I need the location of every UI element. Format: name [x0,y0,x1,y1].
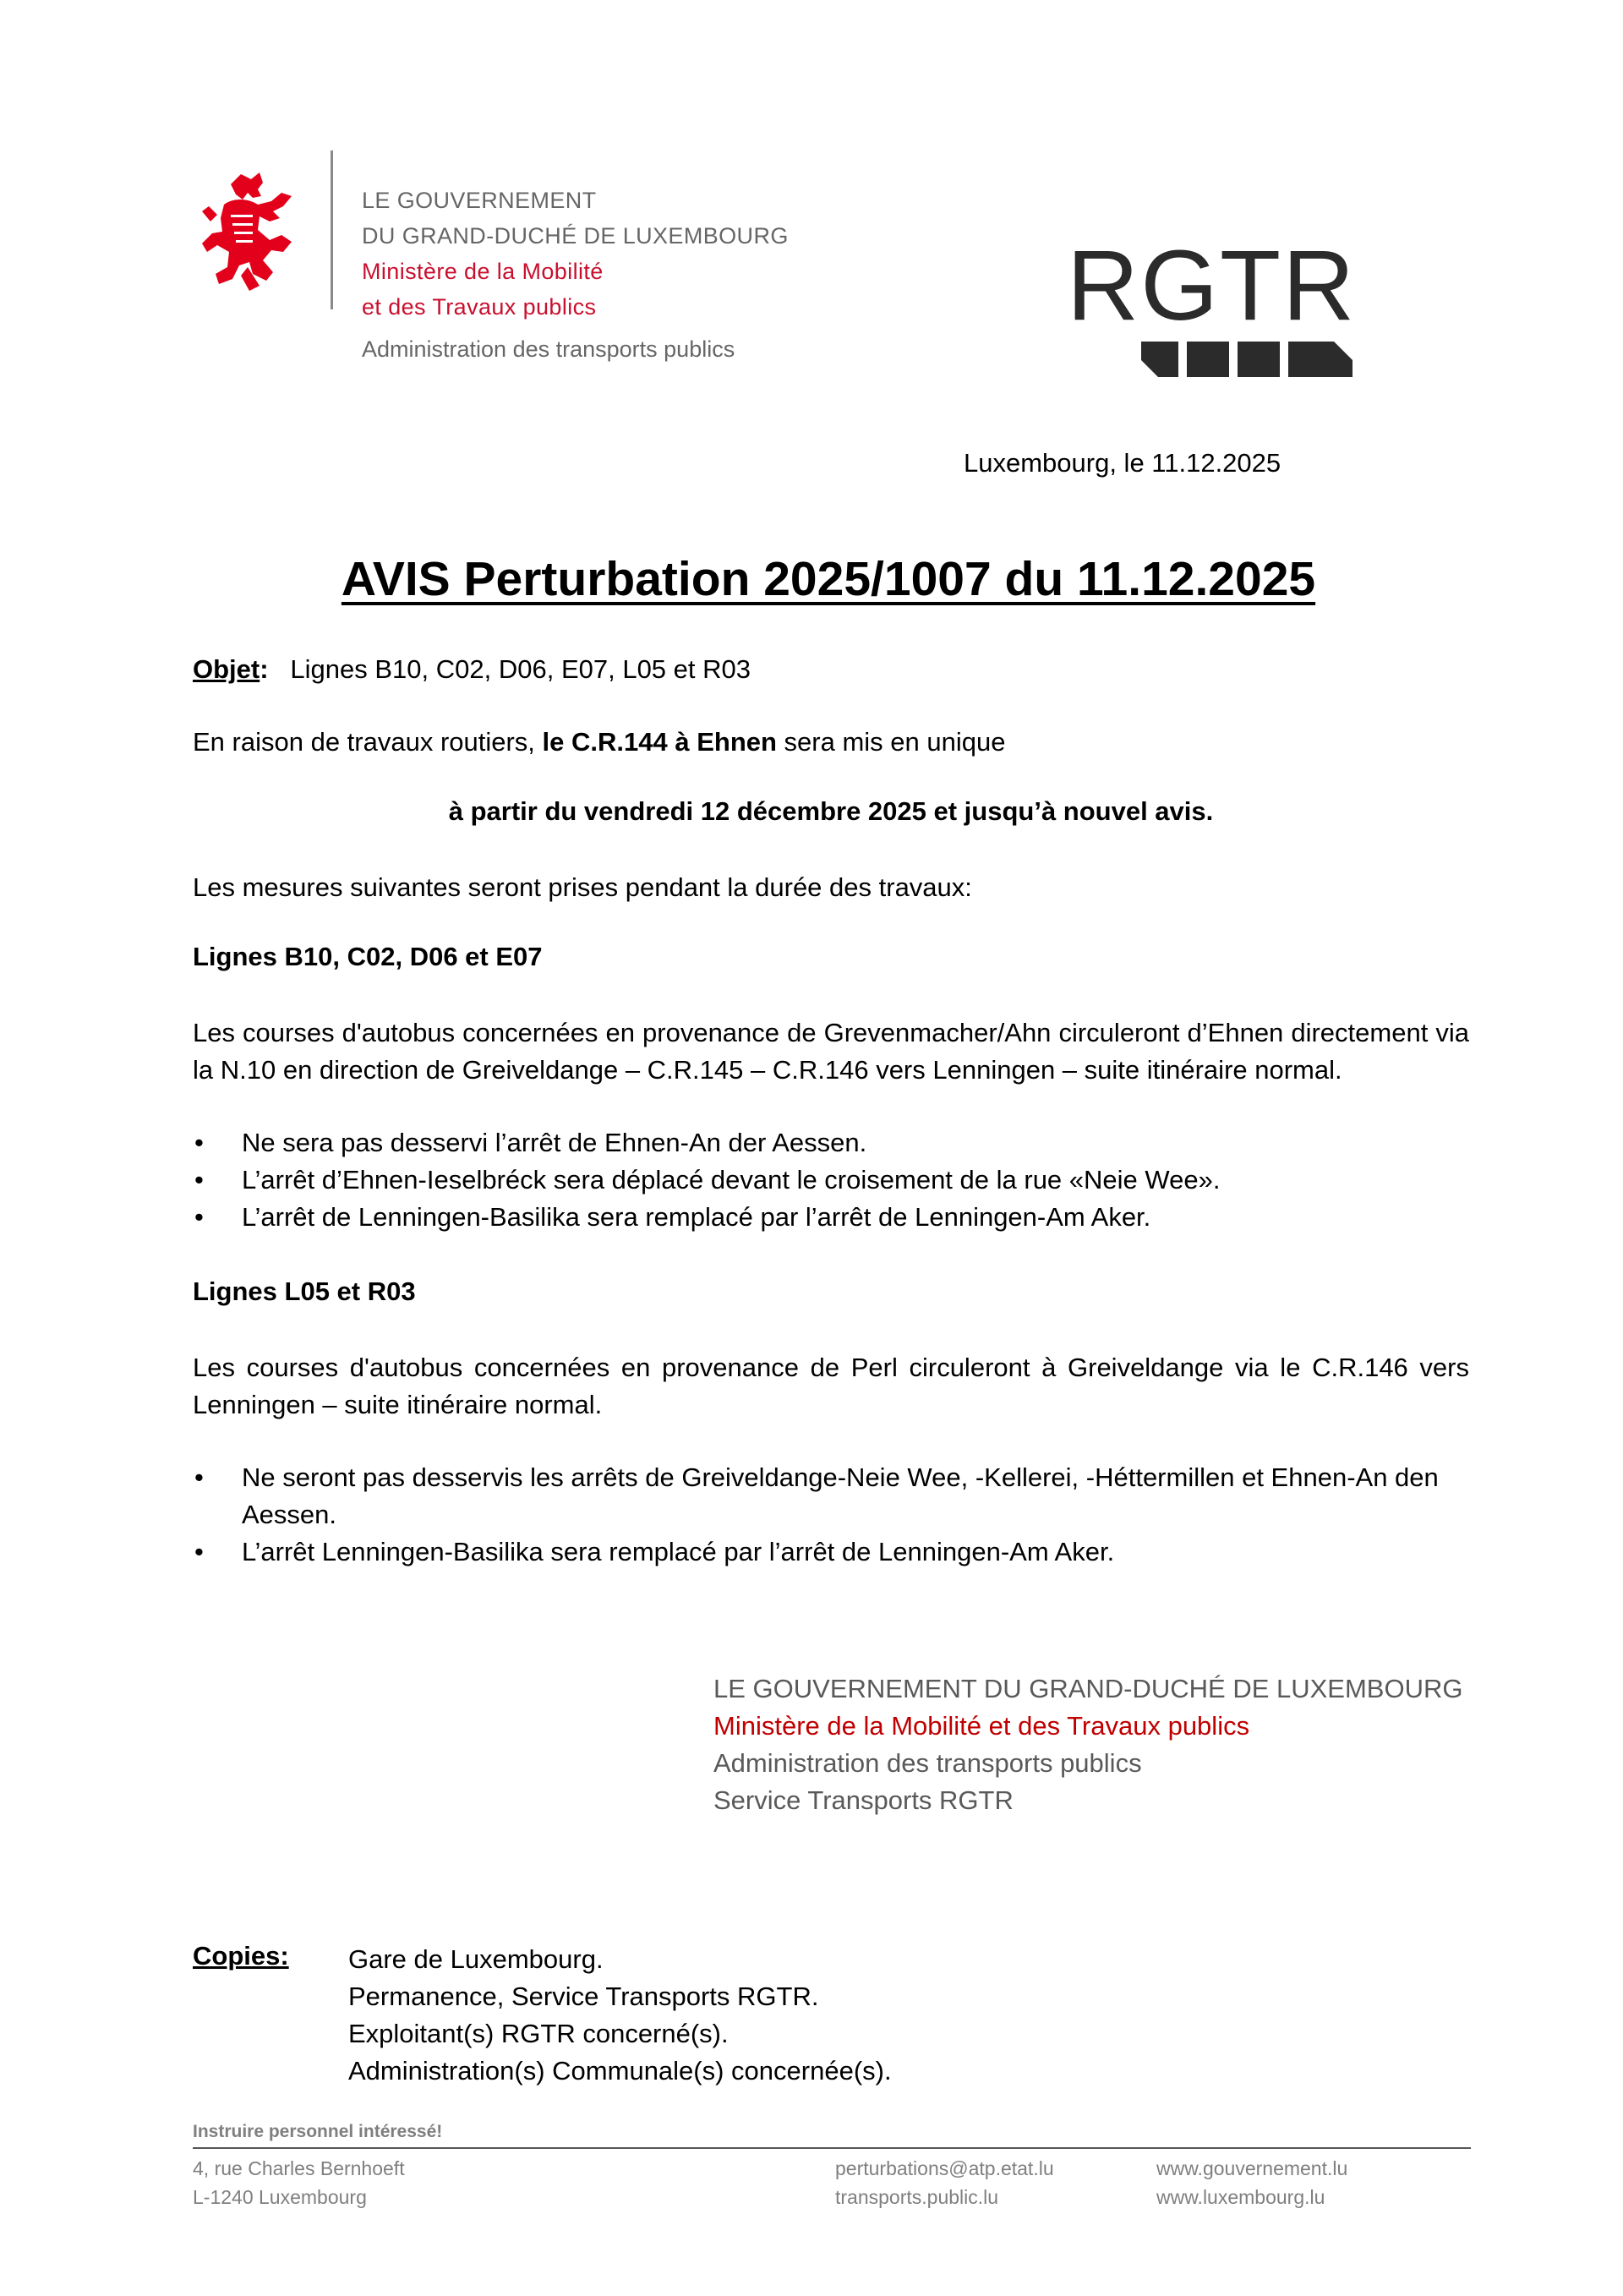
subject-text: Lignes B10, C02, D06, E07, L05 et R03 [290,654,751,684]
rgtr-logo-text: RGTR [1067,242,1357,342]
footer-web-link-2[interactable]: www.luxembourg.lu [1156,2186,1325,2208]
list-item [193,1533,1469,1571]
document-date: Luxembourg, le 11.12.2025 [964,448,1281,478]
red-lion-icon [199,167,300,294]
footer-contact [835,2154,1054,2211]
copies-item: Exploitant(s) RGTR concerné(s). [348,2019,729,2048]
subject-line [193,651,1469,688]
signature-line-4: Service Transports RGTR [713,1785,1014,1815]
copies-item: Administration(s) Communale(s) concernée(s). [348,2056,892,2086]
intro-paragraph [193,724,1469,761]
intro-part-2: sera mis en unique [776,727,1006,757]
bullet-icon: • [194,1202,204,1232]
government-title [362,183,789,325]
gov-line-1: LE GOUVERNEMENT [362,188,597,213]
gov-line-2: DU GRAND-DUCHÉ DE LUXEMBOURG [362,223,789,249]
subject-colon: : [260,654,269,684]
list-item [193,1162,1469,1199]
rgtr-logo-icon [1067,242,1359,379]
period-line: à partir du vendredi 12 décembre 2025 et jusqu’à nouvel avis. [448,796,1214,826]
signature-line-3: Administration des transports publics [713,1748,1142,1778]
section-1-bullets [193,1124,1469,1236]
intro-part-1: En raison de travaux routiers, [193,727,543,757]
list-item-text: L’arrêt de Lenningen-Basilika sera remplacé par l’arrêt de Lenningen-Am Aker. [242,1202,1151,1232]
section-2-text: Les courses d'autobus concernées en provenance de Perl circuleront à Greiveldange via le C.R.146 vers Lenningen – suite itinéraire normal. [193,1353,1469,1419]
bullet-icon: • [194,1462,204,1492]
footer-web [1156,2154,1347,2211]
copies-item: Permanence, Service Transports RGTR. [348,1982,819,2011]
list-item-text: Ne seront pas desservis les arrêts de Greiveldange-Neie Wee, -Kellerei, -Héttermillen et Ehnen-An den Aessen. [242,1462,1439,1529]
bullet-icon: • [194,1537,204,1566]
list-item [193,1199,1469,1236]
list-item [193,1459,1469,1533]
title-text: AVIS Perturbation 2025/1007 du 11.12.2025 [341,552,1316,606]
section-2-heading: Lignes L05 et R03 [193,1276,416,1306]
measures-intro: Les mesures suivantes seront prises pendant la durée des travaux: [193,872,972,902]
footer-divider [193,2147,1471,2149]
signature-block [713,1670,1462,1819]
section-2-bullets [193,1459,1469,1571]
signature-line-1: LE GOUVERNEMENT DU GRAND-DUCHÉ DE LUXEMBOURG [713,1674,1463,1703]
list-item-text: L’arrêt Lenningen-Basilika sera remplacé par l’arrêt de Lenningen-Am Aker. [242,1537,1115,1566]
footer-note: Instruire personnel intéressé! [193,2122,443,2141]
ministry-line-1: Ministère de la Mobilité [362,259,604,284]
copies-item: Gare de Luxembourg. [348,1944,604,1974]
section-1-heading: Lignes B10, C02, D06 et E07 [193,942,543,971]
ministry-line-2: et des Travaux publics [362,294,597,320]
footer-address [193,2154,405,2211]
bullet-icon: • [194,1128,204,1157]
copies-list [348,1941,892,2090]
list-item [193,1124,1469,1162]
footer-web-link-1[interactable]: www.gouvernement.lu [1156,2157,1348,2179]
list-item-text: Ne sera pas desservi l’arrêt de Ehnen-An der Aessen. [242,1128,867,1157]
copies-label: Copies: [193,1941,289,1971]
page-title [0,551,1623,607]
footer-email-link[interactable]: perturbations@atp.etat.lu [835,2157,1054,2179]
footer-address-line-2: L-1240 Luxembourg [193,2186,367,2208]
administration-label: Administration des transports publics [362,336,735,362]
section-1-text: Les courses d'autobus concernées en provenance de Grevenmacher/Ahn circuleront d’Ehnen directement via la N.10 en direction de Greiveldange – C.R.145 – C.R.146 vers Lenningen – suite itinéraire normal. [193,1018,1469,1085]
intro-bold: le C.R.144 à Ehnen [542,727,777,757]
signature-line-2: Ministère de la Mobilité et des Travaux publics [713,1711,1250,1741]
footer-address-line-1: 4, rue Charles Bernhoeft [193,2157,405,2179]
footer-site-link[interactable]: transports.public.lu [835,2186,999,2208]
bullet-icon: • [194,1165,204,1194]
header-divider [331,150,333,309]
list-item-text: L’arrêt d’Ehnen-Ieselbréck sera déplacé devant le croisement de la rue «Neie Wee». [242,1165,1221,1194]
subject-label: Objet [193,654,260,684]
